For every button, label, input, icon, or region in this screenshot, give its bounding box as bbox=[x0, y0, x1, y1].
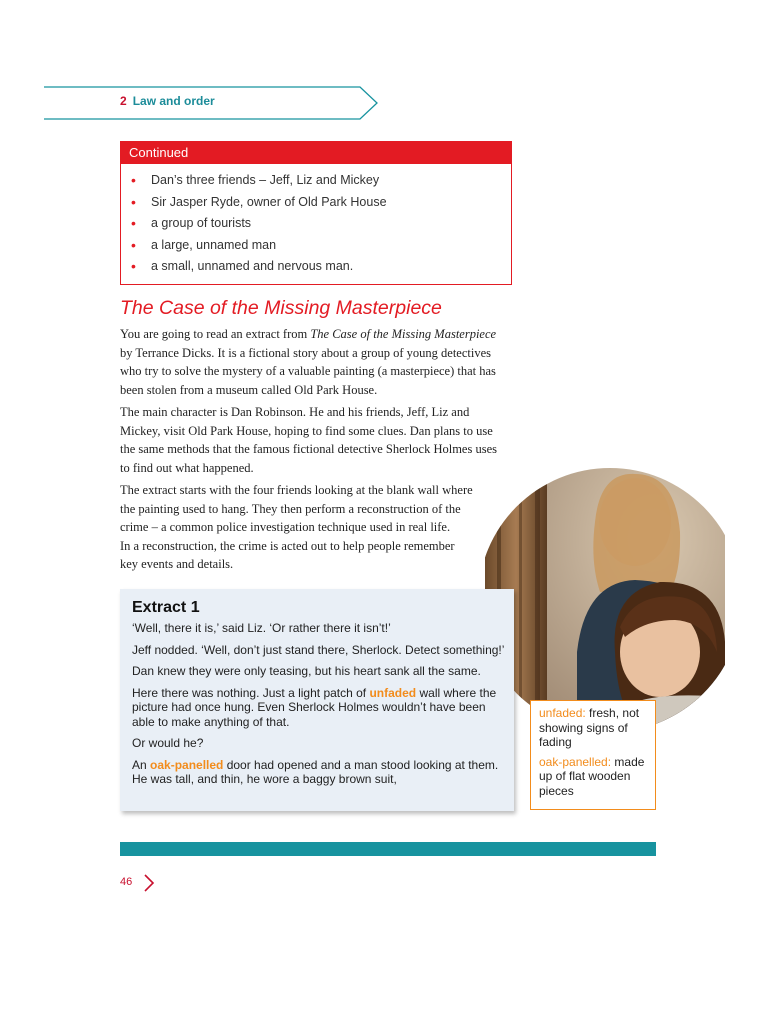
main-character-paragraph: The main character is Dan Robinson. He and his friends, Jeff, Liz and Mickey, visit Old Park House, hoping to find some clues. Dan plans to use the same methods that the famous fictional detective Sherlock Holmes uses to find out what happened. bbox=[120, 405, 497, 475]
book-title: The Case of the Missing Masterpiece bbox=[310, 327, 497, 341]
extract-paragraph: An oak-panelled door had opened and a man stood looking at them. He was tall, and thin, he wore a baggy brown suit, bbox=[132, 757, 499, 786]
list-item: • Dan’s three friends – Jeff, Liz and Mickey bbox=[131, 170, 511, 192]
reconstruction-paragraph: The extract starts with the four friends looking at the blank wall where the painting used to hang. They then perform a reconstruction of the crime – a common police investigation technique used in real life. In a reconstruction, the crime is acted out to help people remember key events and details. bbox=[120, 483, 473, 571]
extract-paragraph: Dan knew they were only teasing, but his heart sank all the same. bbox=[132, 664, 481, 678]
extract-box bbox=[120, 589, 514, 811]
glossary-entry bbox=[539, 755, 655, 799]
glossary-definition: fresh, not showing signs of fading bbox=[539, 706, 640, 749]
bullet-icon: • bbox=[131, 193, 136, 210]
chevron-right-icon bbox=[143, 873, 155, 893]
glossary-box bbox=[530, 700, 656, 810]
chapter-title: Law and order bbox=[132, 94, 215, 108]
section-title: The Case of the Missing Masterpiece bbox=[120, 297, 442, 319]
extract-paragraph: ‘Well, there it is,’ said Liz. ‘Or rather there it isn’t!’ bbox=[132, 621, 391, 635]
chapter-heading bbox=[120, 94, 215, 108]
continued-character-box bbox=[120, 141, 512, 285]
list-item: • a small, unnamed and nervous man. bbox=[131, 256, 511, 278]
extract-title: Extract 1 bbox=[132, 599, 200, 616]
list-item: • Sir Jasper Ryde, owner of Old Park House bbox=[131, 192, 511, 214]
glossary-entry bbox=[539, 706, 655, 750]
page-number: 46 bbox=[120, 876, 133, 888]
bullet-icon: • bbox=[131, 258, 136, 274]
glossary-term: oak-panelled: bbox=[539, 754, 612, 769]
extract-paragraph: Here there was nothing. Just a light patch of unfaded wall where the picture had once hung. Even Sherlock Holmes wouldn’t have been able to make anything of that. bbox=[132, 685, 497, 729]
glossary-term: unfaded: bbox=[539, 706, 586, 720]
character-list bbox=[121, 170, 511, 278]
glossary-word-oak-panelled: oak-panelled bbox=[150, 757, 224, 772]
list-item: • a large, unnamed man bbox=[131, 235, 511, 257]
extract-paragraph: Or would he? bbox=[132, 736, 204, 750]
intro-paragraph: You are going to read an extract from The Case of the Missing Masterpiece by Terrance Dicks. It is a fictional story about a group of young detectives who try to solve the mystery of a valuable painting (a masterpiece) that has been stolen from a museum called Old Park House. bbox=[120, 327, 497, 397]
bullet-icon: • bbox=[131, 215, 136, 231]
glossary-word-unfaded: unfaded bbox=[369, 685, 417, 700]
footer-bar bbox=[120, 842, 656, 856]
continued-header: Continued bbox=[121, 142, 511, 164]
photo-detectives-at-wall bbox=[485, 452, 725, 742]
list-item: • a group of tourists bbox=[131, 213, 511, 235]
bullet-icon: • bbox=[131, 236, 136, 253]
glossary-definition: made up of flat wooden pieces bbox=[539, 754, 645, 798]
extract-paragraph: Jeff nodded. ‘Well, don’t just stand there, Sherlock. Detect something!’ bbox=[132, 642, 505, 657]
chapter-number: 2 bbox=[120, 94, 127, 108]
bullet-icon: • bbox=[131, 172, 136, 188]
